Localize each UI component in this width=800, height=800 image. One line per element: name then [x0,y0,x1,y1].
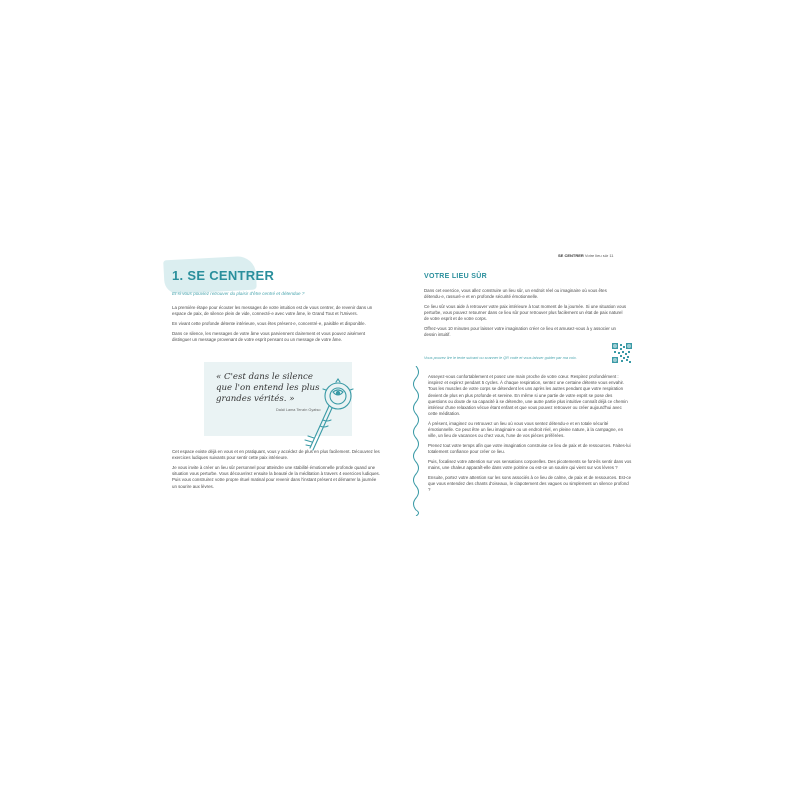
paragraph: Cet espace existe déjà en vous et en pratiquant, vous y accédez de plus en plus facilement. Découvrez les exercices ludiques suivants pour sentir cette paix intérieure. [172,449,380,461]
section-title: VOTRE LIEU SÛR [424,273,487,280]
paragraph: Je vous invite à créer un lieu sûr personnel pour atteindre une stabilité émotionnelle profonde quand une situation vous perturbe. Vous découvrirez ensuite la beauté de la méditation à travers 4 exercices ludiques. Puis vous construirez votre propre rituel matinal pour revenir dans l'instant présent et démarrer la journée un sourire aux lèvres. [172,464,380,489]
wavy-line [410,366,422,516]
quote-author: Dalaï Lama Tenzin Gyatso [276,408,321,412]
paragraph: À présent, imaginez ou retrouvez un lieu où vous vous sentez détendu·e et en totale sécurité émotionnelle. Ce peut être un lieu imaginaire ou un endroit réel, en pleine nature, à la campagne, en ville, un lieu de vacances ou chez vous, l'une de vos pièces préférées. [428,420,624,439]
paragraph: Dans cet exercice, vous allez construire un lieu sûr, un endroit réel ou imaginaire où vous êtes détendu·e, rassuré·e et en profonde sécurité émotionnelle. [424,288,607,300]
intro-question: Et si vous pouviez retrouver du plaisir d'être centré et détendue ? [172,291,305,296]
paragraph: Puis, focalisez votre attention sur vos sensations corporelles. Des picotements se font-ils sentir dans vos mains, une chaleur apparaît-elle dans votre poitrine ou est-ce un sourire qui vient sur vos lèvres ? [428,458,632,471]
intro-text [424,288,628,342]
body-text-bottom [172,449,380,493]
body-text-top [172,305,380,347]
paragraph: Prenez tout votre temps afin que votre imagination construise ce lieu de paix et de ressources. Faites-lui totalement confiance pour créer ce lieu. [428,443,631,455]
meditation-text [428,374,632,497]
qr-caption: Vous pouvez lire le texte suivant ou scanner le QR code et vous laisser guider par ma voix. [424,356,577,360]
key-illustration [300,378,358,456]
paragraph: Asseyez-vous confortablement et posez une main proche de votre cœur. Respirez profondément : inspirez et expirez pendant 5 cycles. À chaque respiration, sentez une certaine détente vous envahir. Tous les muscles de votre corps se détendent les uns après les autres pendant que votre respiration devient de plus en plus profonde et sereine. En même si une partie de votre esprit se pose des questions ou doute de sa capacité à se détendre, une autre partie plus intuitive connaît déjà ce chemin intérieur d'une relaxation vécue étant enfant et que vous pouvez retrouver ou créer aujourd'hui avec cette méditation. [428,374,628,417]
quote-text: « C'est dans le silence que l'on entend les plus grandes vérités. » [216,372,320,404]
paragraph: La première étape pour écouter les messages de votre intuition est de vous centrer, de revenir dans un espace de paix, de silence plein de vide, connecté·e avec votre âme, le Grand Tout et l'Univers. [172,305,373,317]
paragraph: Ce lieu sûr vous aide à retrouver votre paix intérieure à tout moment de la journée. Si une situation vous perturbe, vous pouvez retourner dans ce lieu sûr pour retrouver plus facilement un état de paix naturel de votre esprit et de votre corps. [424,303,627,322]
running-header-section: Votre lieu sûr 11 [584,253,614,258]
running-header [558,253,614,258]
chapter-title: 1. SE CENTRER [172,268,275,283]
running-header-chapter: SE CENTRER [558,253,584,258]
qr-code[interactable] [612,343,632,363]
paragraph: Offrez-vous 10 minutes pour laisser votre imagination créer ce lieu et amusez-vous à y associer un dessin intuitif. [424,326,616,338]
paragraph: Dans ce silence, les messages de votre âme vous parviennent clairement et vous pouvez aisément distinguer un message provenant de votre esprit pensant ou un message de votre âme. [172,330,366,342]
paragraph: En vivant cette profonde détente intérieure, vous êtes présent·e, concentré·e, paisible et disponible. [172,320,366,326]
paragraph: Ensuite, portez votre attention sur les sons associés à ce lieu de calme, de paix et de ressources. Est-ce que vous entendez des chants d'oiseaux, le clapotement des vagues ou simplement un silence profond ? [428,474,632,493]
